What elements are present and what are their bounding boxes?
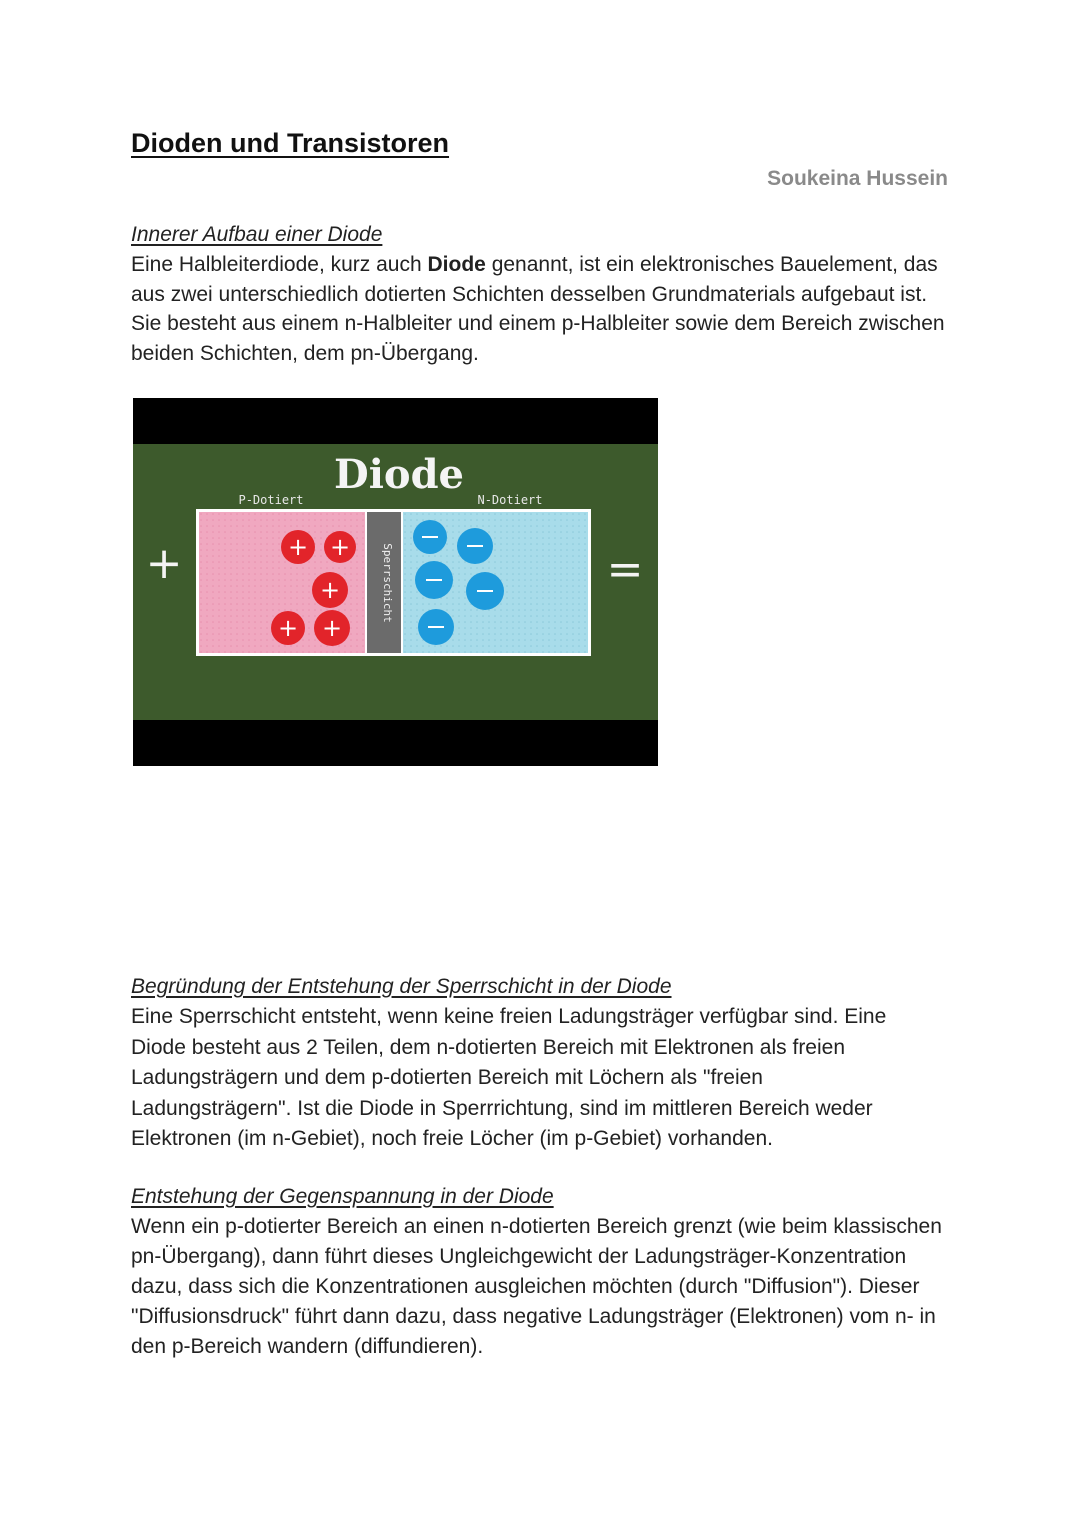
electron-charge xyxy=(415,561,453,599)
author-name: Soukeina Hussein xyxy=(767,167,948,190)
hole-charge xyxy=(312,572,348,608)
document-title: Dioden und Transistoren xyxy=(131,128,450,158)
hole-charge xyxy=(324,531,356,563)
text-part: genannt, ist ein elektronisches Bauelement, das aus zwei unterschiedlich dotierten Schichten desselben Grundmaterials aufgebaut ist. Sie besteht aus einem n-Halbleiter und einem p-Halbleiter sowie dem Bereich zwischen beiden Schichten, dem pn-Übergang. xyxy=(131,253,945,365)
barrier-label: Sperrschicht xyxy=(381,543,394,623)
section-heading-gegenspannung: Entstehung der Gegenspannung in der Diode xyxy=(131,1185,554,1208)
p-label: P-Dotiert xyxy=(238,493,304,507)
diagram-title: Diode xyxy=(334,451,464,498)
hole-charge xyxy=(314,610,350,646)
section-text-gegenspannung: Wenn ein p-dotierter Bereich an einen n-dotierten Bereich grenzt (wie beim klassischen pn-Übergang), dann führt dieses Ungleichgewicht der Ladungsträger-Konzentration dazu, dass sich die Konzentrationen ausgleichen möchten (durch "Diffusion"). Dieser "Diffusionsdruck" führt dann dazu, dass negative Ladungsträger (Elektronen) vom n- in den p-Bereich wandern (diffundieren). xyxy=(131,1215,942,1358)
hole-charge xyxy=(281,530,315,564)
svg-text:+: + xyxy=(321,614,343,642)
section-heading-aufbau: Innerer Aufbau einer Diode xyxy=(131,223,383,246)
electron-charge xyxy=(418,609,454,645)
electron-charge xyxy=(413,520,447,554)
svg-text:+: + xyxy=(277,614,299,642)
svg-text:+: + xyxy=(287,533,309,561)
electron-charge xyxy=(466,572,504,610)
n-label: N-Dotiert xyxy=(477,493,543,507)
electron-charge xyxy=(457,528,493,564)
section-text-aufbau xyxy=(131,250,951,368)
diode-figure xyxy=(133,398,658,766)
section-text-sperrschicht: Eine Sperrschicht entsteht, wenn keine freien Ladungsträger verfügbar sind. Eine Diode besteht aus 2 Teilen, dem n-dotierten Bereich mit Elektronen als freien Ladungsträgern und dem p-dotierten Bereich mit Löchern als "freien Ladungsträgern". Ist die Diode in Sperrrichtung, sind im mittleren Bereich weder Elektronen (im n-Gebiet), noch freie Löcher (im p-Gebiet) vorhanden. xyxy=(131,1005,887,1150)
bold-term-diode: Diode xyxy=(427,253,486,276)
svg-text:+: + xyxy=(329,533,351,561)
svg-text:+: + xyxy=(319,576,341,604)
hole-charge xyxy=(271,611,305,645)
text-part: Eine Halbleiterdiode, kurz auch xyxy=(131,253,428,276)
minus-terminal: = xyxy=(606,544,644,595)
plus-terminal: + xyxy=(145,538,183,589)
diode-diagram xyxy=(133,398,658,766)
section-heading-sperrschicht: Begründung der Entstehung der Sperrschicht in der Diode xyxy=(131,975,672,998)
